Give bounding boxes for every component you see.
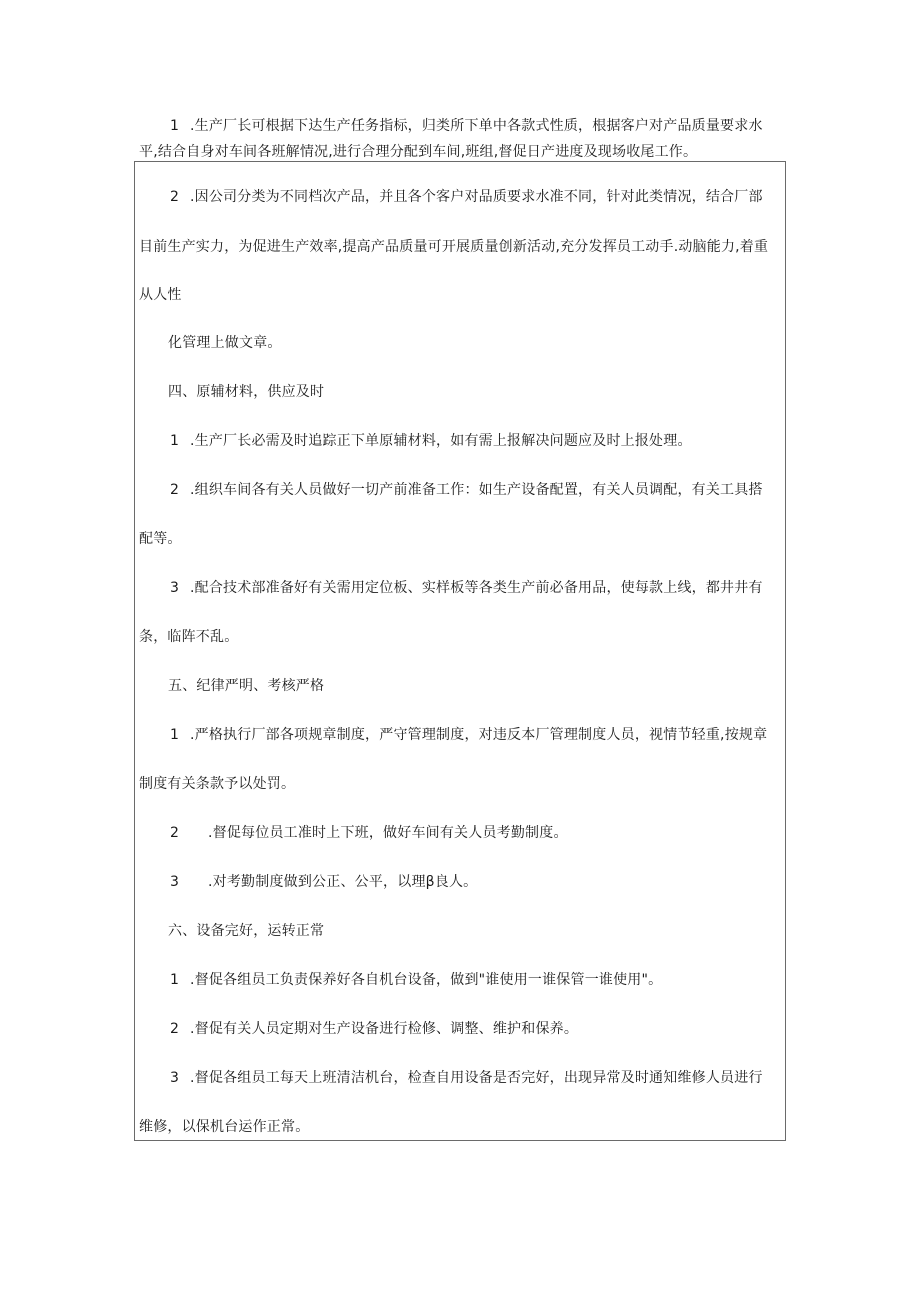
text-line: .督促各组员工负责保养好各自机台设备，做到"谁使用一谁保管一谁使用"。 <box>190 972 663 988</box>
text-line: 化管理上做文章。 <box>168 335 282 351</box>
text-line: .督促有关人员定期对生产设备进行检修、调整、维护和保养。 <box>190 1021 579 1037</box>
item-number: 3 <box>170 1070 180 1086</box>
item-number: 2 <box>170 482 180 498</box>
item-number: 2 <box>170 825 180 841</box>
text-line: .因公司分类为不同档次产品，并且各个客户对品质要求水准不同，针对此类情况，结合厂部 <box>190 189 763 205</box>
text-line: .组织车间各有关人员做好一切产前准备工作：如生产设备配置，有关人员调配，有关工具搭 <box>190 482 763 498</box>
intro-paragraph <box>0 0 920 165</box>
text-line: 维修，以保机台运作正常。 <box>139 1119 310 1135</box>
item-number: 3 <box>170 580 180 596</box>
text-line: .生产厂长必需及时追踪正下单原辅材料，如有需上报解决问题应及时上报处理。 <box>190 433 692 449</box>
item-number: 2 <box>170 1021 180 1037</box>
item-number: 1 <box>170 118 180 134</box>
text-line: 制度有关条款予以处罚。 <box>139 776 296 792</box>
text-line: 条，临阵不乱。 <box>139 629 239 645</box>
section-heading: 四、原辅材料，供应及时 <box>168 384 325 400</box>
text-line: 从人性 <box>139 287 182 303</box>
text-line: .严格执行厂部各项规章制度，严守管理制度，对违反本厂管理制度人员，视情节轻重,按规章 <box>190 727 768 743</box>
section-heading: 五、纪律严明、考核严格 <box>168 678 325 694</box>
item-number: 1 <box>170 972 180 988</box>
item-number: 1 <box>170 433 180 449</box>
text-line: .生产厂长可根据下达生产任务指标，归类所下单中各款式性质，根据客户对产品质量要求水 <box>190 118 763 134</box>
text-line: .配合技术部准备好有关需用定位板、实样板等各类生产前必备用品，使每款上线，都井井有 <box>190 580 763 596</box>
text-line: 目前生产实力，为促进生产效率,提高产品质量可开展质量创新活动,充分发挥员工动手.动脑能力,着重 <box>139 239 769 255</box>
text-line: .督促每位员工准时上下班，做好车间有关人员考勤制度。 <box>208 825 568 841</box>
text-line: 平,结合自身对车间各班解情况,进行合理分配到车间,班组,督促日产进度及现场收尾工作。 <box>139 144 698 160</box>
item-number: 3 <box>170 874 180 890</box>
item-number: 1 <box>170 727 180 743</box>
content-box <box>134 161 786 1141</box>
text-line: .对考勤制度做到公正、公平，以理β良人。 <box>208 874 478 890</box>
text-line: .督促各组员工每天上班清洁机台，检查自用设备是否完好，出现异常及时通知维修人员进行 <box>190 1070 763 1086</box>
text-line: 配等。 <box>139 531 182 547</box>
item-number: 2 <box>170 189 180 205</box>
section-heading: 六、设备完好，运转正常 <box>168 923 325 939</box>
